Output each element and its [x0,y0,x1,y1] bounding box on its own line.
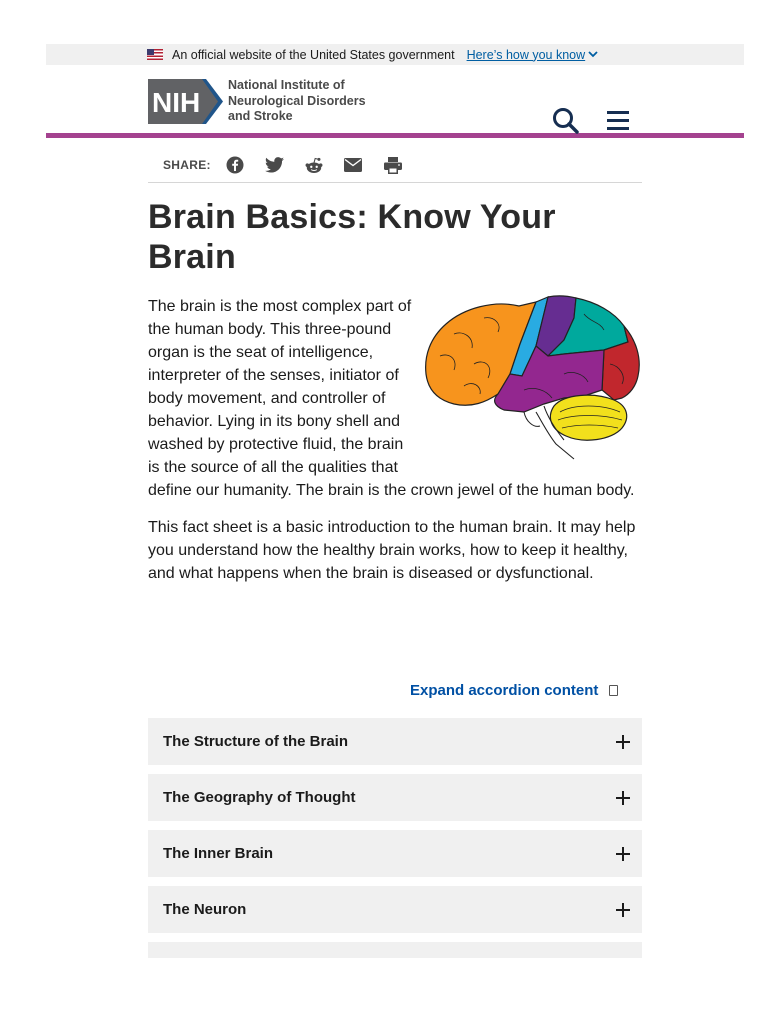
intro-paragraph: The brain is the most complex part of the human body. This three-pound organ is the seat of intelligence, interpreter of the senses, initiator of body movement, and controller of behavior. Lying in its bony shell and washed by protective fluid, the brain is the source of all the qualities that define our humanity. The brain is the crown jewel of the human body. [148,298,635,499]
logo-text-line-3: and Stroke [228,109,293,123]
nih-logo[interactable] [148,78,368,125]
expand-box-icon [609,685,618,696]
plus-icon [616,903,630,917]
plus-icon [616,791,630,805]
accordion-item-title: The Structure of the Brain [163,733,349,750]
brain-illustration [424,294,642,460]
overview-paragraph: This fact sheet is a basic introduction to the human brain. It may help you understand how the healthy brain works, how to keep it healthy, and what happens when the brain is diseased or dysfunctional. [148,519,636,582]
menu-button[interactable] [604,107,632,135]
chevron-down-icon [588,51,598,58]
reddit-icon [305,157,323,174]
site-header [46,65,744,138]
plus-icon [616,847,630,861]
twitter-share-button[interactable] [263,154,285,176]
twitter-icon [265,157,284,173]
accordion-item-title: The Geography of Thought [163,789,356,806]
heres-how-you-know-link[interactable] [467,48,599,62]
logo-text-line-2: Neurological Disorders [228,93,366,108]
facebook-icon [226,156,244,174]
page-title: Brain Basics: Know Your Brain [148,198,556,276]
gov-banner [46,44,744,65]
nih-logo-mark [148,79,223,124]
accordion-item-inner-brain[interactable] [148,830,642,877]
share-label: SHARE: [163,158,211,172]
svg-text:NIH: NIH [152,86,201,118]
us-flag-icon [147,49,163,60]
accordion [148,718,642,967]
accordion-item-title: The Neuron [163,901,247,918]
reddit-share-button[interactable] [303,154,325,176]
accordion-item-title: The Inner Brain [163,845,274,862]
search-icon [551,106,581,136]
print-share-button[interactable] [382,154,404,176]
facebook-share-button[interactable] [224,154,246,176]
expand-accordion-button[interactable] [410,682,618,699]
print-icon [384,157,402,174]
email-icon [344,158,362,172]
logo-text [228,78,368,125]
page [46,44,744,918]
accordion-item-neuron[interactable] [148,886,642,933]
plus-icon [616,735,630,749]
accordion-item-geography[interactable] [148,774,642,821]
expand-accordion-label: Expand accordion content [410,682,599,699]
logo-text-line-1: National Institute of [228,78,345,92]
accordion-item-next[interactable] [148,942,642,958]
share-bar [148,148,642,183]
article-body [148,295,642,599]
email-share-button[interactable] [342,154,364,176]
gov-banner-text: An official website of the United States government [172,47,455,62]
search-button[interactable] [551,106,581,136]
hamburger-menu-icon [604,107,632,135]
accordion-item-structure[interactable] [148,718,642,765]
heres-how-you-know-label: Here’s how you know [466,47,586,62]
